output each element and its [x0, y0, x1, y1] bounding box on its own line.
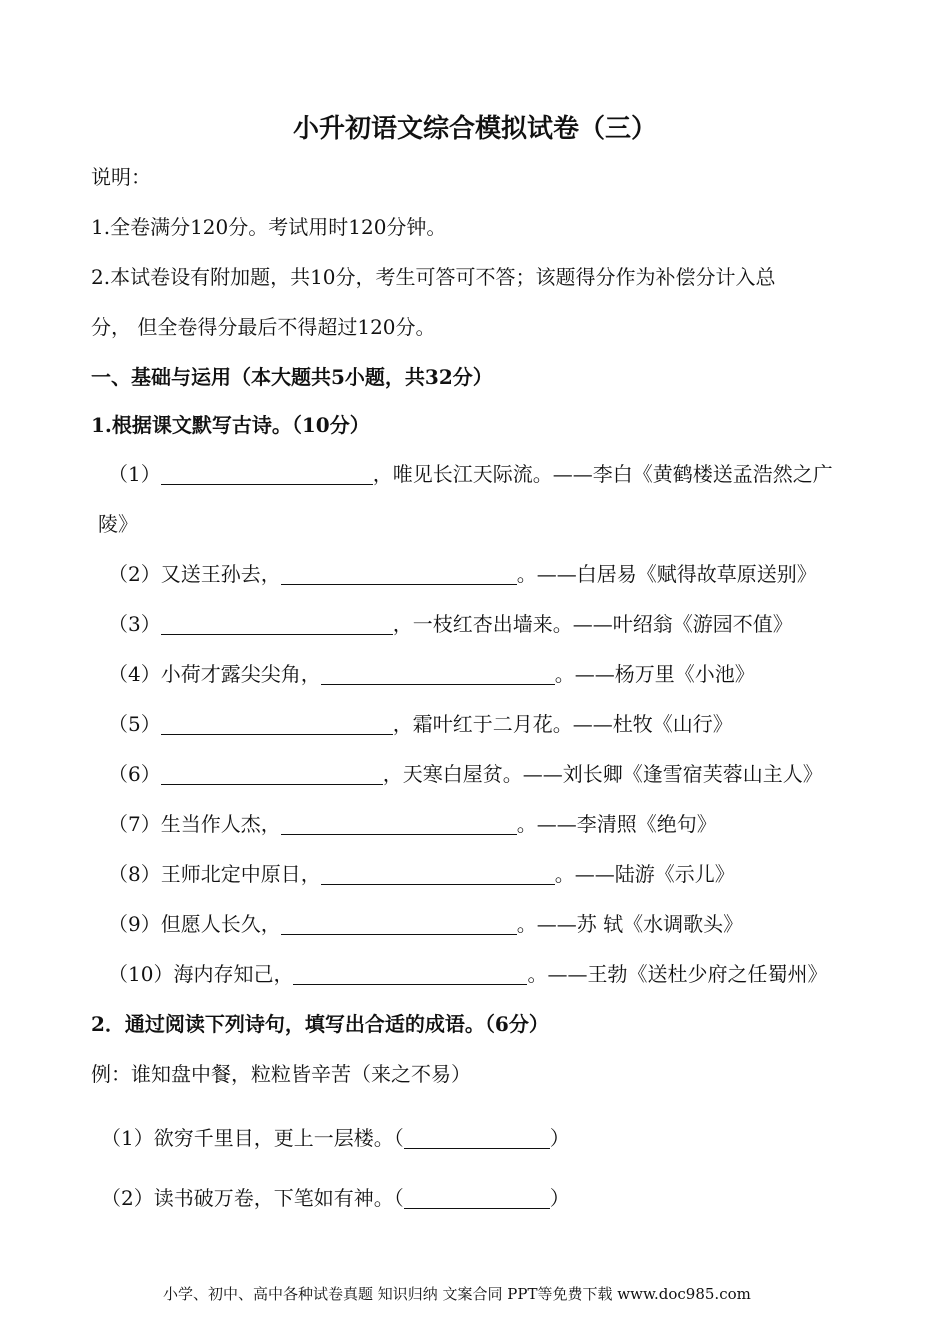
item-text-after: 。——杨万里《小池》	[554, 662, 755, 686]
poem-item-10	[108, 960, 827, 988]
item-number: （5）	[108, 712, 161, 736]
poem-item-2	[108, 560, 817, 588]
question-2-example: 例：谁知盘中餐，粒粒皆辛苦（来之不易）	[91, 1062, 471, 1086]
item-text-after: 。——陆游《示儿》	[554, 862, 735, 886]
item-text-before: 生当作人杰，	[160, 812, 281, 836]
item-number: （3）	[108, 612, 161, 636]
item-text-after: ，唯见长江天际流。——李白《黄鹤楼送孟浩然之广	[372, 462, 833, 486]
item-number: （8）	[108, 862, 161, 886]
poem-item-3	[108, 610, 793, 638]
item-text-after: 。——苏 轼《水调歌头》	[516, 912, 744, 936]
question-2-heading: 2．通过阅读下列诗句，填写出合适的成语。（6分）	[91, 1012, 549, 1036]
idiom-item-2	[101, 1184, 570, 1212]
item-close: ）	[549, 1186, 570, 1210]
item-text-after: ，霜叶红于二月花。——杜牧《山行》	[392, 712, 733, 736]
item-text-before: 海内存知己，	[173, 962, 294, 986]
poem-item-8	[108, 860, 735, 888]
question-1-heading: 1.根据课文默写古诗。（10分）	[91, 413, 370, 437]
poem-item-4	[108, 660, 755, 688]
poem-item-7	[108, 810, 717, 838]
item-close: ）	[549, 1126, 570, 1150]
answer-blank[interactable]	[161, 612, 393, 635]
answer-blank[interactable]	[281, 812, 517, 835]
poem-item-9	[108, 910, 743, 938]
poem-item-1-continuation: 陵》	[98, 512, 138, 536]
page-title: 小升初语文综合模拟试卷（三）	[292, 114, 657, 144]
idiom-item-1	[101, 1124, 570, 1152]
item-text-after: ，天寒白屋贫。——刘长卿《逢雪宿芙蓉山主人》	[382, 762, 823, 786]
item-number: （4）	[108, 662, 161, 686]
item-text-after: 。——白居易《赋得故草原送别》	[516, 562, 817, 586]
answer-blank[interactable]	[161, 712, 393, 735]
footer-text: 小学、初中、高中各种试卷真题 知识归纳 文案合同 PPT等免费下载 www.doc985.com	[163, 1285, 751, 1303]
item-number: （1）	[108, 462, 161, 486]
item-text-before: 但愿人长久，	[160, 912, 281, 936]
item-number: （9）	[108, 912, 161, 936]
poem-item-5	[108, 710, 733, 738]
item-number: （7）	[108, 812, 161, 836]
item-text-after: 。——王勃《送杜少府之任蜀州》	[527, 962, 828, 986]
item-number: （10）	[108, 962, 174, 986]
item-text: （1）欲穷千里目，更上一层楼。（	[101, 1126, 404, 1150]
instruction-item-2-line-1: 2.本试卷设有附加题，共10分，考生可答可不答；该题得分作为补偿分计入总	[91, 265, 776, 289]
item-text-after: 。——李清照《绝句》	[516, 812, 717, 836]
instruction-item-2-line-2: 分， 但全卷得分最后不得超过120分。	[91, 315, 436, 339]
answer-blank[interactable]	[404, 1188, 550, 1209]
instructions-heading: 说明：	[91, 165, 151, 189]
answer-blank[interactable]	[293, 962, 527, 985]
poem-item-6	[108, 760, 823, 788]
section-1-heading: 一、基础与运用（本大题共5小题，共32分）	[91, 365, 493, 389]
instruction-item-1: 1.全卷满分120分。考试用时120分钟。	[91, 215, 447, 239]
item-text-before: 又送王孙去，	[160, 562, 281, 586]
answer-blank[interactable]	[161, 762, 383, 785]
item-number: （6）	[108, 762, 161, 786]
item-text: （2）读书破万卷，下笔如有神。（	[101, 1186, 404, 1210]
answer-blank[interactable]	[161, 462, 373, 485]
item-text-before: 小荷才露尖尖角，	[160, 662, 321, 686]
answer-blank[interactable]	[281, 912, 517, 935]
answer-blank[interactable]	[281, 562, 517, 585]
answer-blank[interactable]	[404, 1128, 550, 1149]
item-text-before: 王师北定中原日，	[160, 862, 321, 886]
item-number: （2）	[108, 562, 161, 586]
answer-blank[interactable]	[321, 862, 555, 885]
answer-blank[interactable]	[321, 662, 555, 685]
item-text-after: ，一枝红杏出墙来。——叶绍翁《游园不值》	[392, 612, 793, 636]
poem-item-1	[108, 460, 833, 488]
